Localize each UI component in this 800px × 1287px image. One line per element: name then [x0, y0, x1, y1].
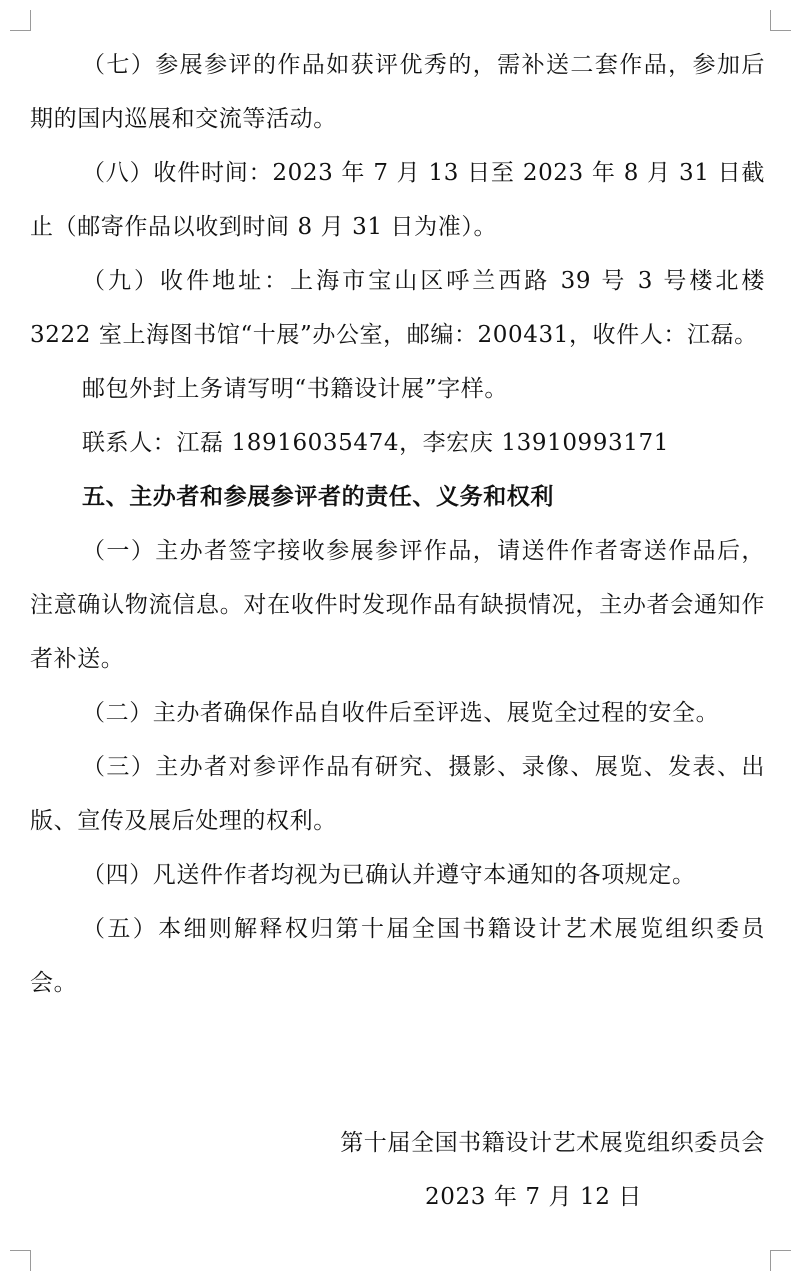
paragraph-contacts: 联系人：江磊 18916035474，李宏庆 13910993171 — [82, 430, 669, 456]
paragraph-responsibility-2: （二）主办者确保作品自收件后至评选、展览全过程的安全。 — [82, 700, 720, 726]
crop-mark-bottom-right — [770, 1250, 791, 1271]
crop-mark-bottom-left — [10, 1250, 31, 1271]
paragraph-item-9-submission-address: （九）收件地址：上海市宝山区呼兰西路 39 号 3 号楼北楼 3222 室上海图书馆“十展”办公室，邮编：200431，收件人：江磊。 — [30, 268, 765, 348]
paragraph-responsibility-1: （一）主办者签字接收参展参评作品，请送件作者寄送作品后，注意确认物流信息。对在收件时发现作品有缺损情况，主办者会通知作者补送。 — [30, 538, 765, 672]
section-heading-responsibilities: 五、主办者和参展参评者的责任、义务和权利 — [82, 483, 554, 510]
crop-mark-top-right — [770, 10, 791, 31]
signature-date: 2023 年 7 月 12 日 — [425, 1184, 642, 1210]
paragraph-responsibility-4: （四）凡送件作者均视为已确认并遵守本通知的各项规定。 — [82, 862, 696, 888]
paragraph-item-7-resubmission: （七）参展参评的作品如获评优秀的，需补送二套作品，参加后期的国内巡展和交流等活动。 — [30, 52, 765, 132]
crop-mark-top-left — [10, 10, 31, 31]
paragraph-item-8-submission-time: （八）收件时间：2023 年 7 月 13 日至 2023 年 8 月 31 日截止（邮寄作品以收到时间 8 月 31 日为准）。 — [30, 160, 765, 240]
paragraph-responsibility-5: （五）本细则解释权归第十届全国书籍设计艺术展览组织委员会。 — [30, 916, 765, 996]
signature-block — [200, 1116, 765, 1224]
paragraph-package-note: 邮包外封上务请写明“书籍设计展”字样。 — [82, 376, 508, 402]
document-body — [30, 38, 765, 1010]
paragraph-responsibility-3: （三）主办者对参评作品有研究、摄影、录像、展览、发表、出版、宣传及展后处理的权利。 — [30, 754, 765, 834]
signature-organization: 第十届全国书籍设计艺术展览组织委员会 — [340, 1130, 765, 1156]
